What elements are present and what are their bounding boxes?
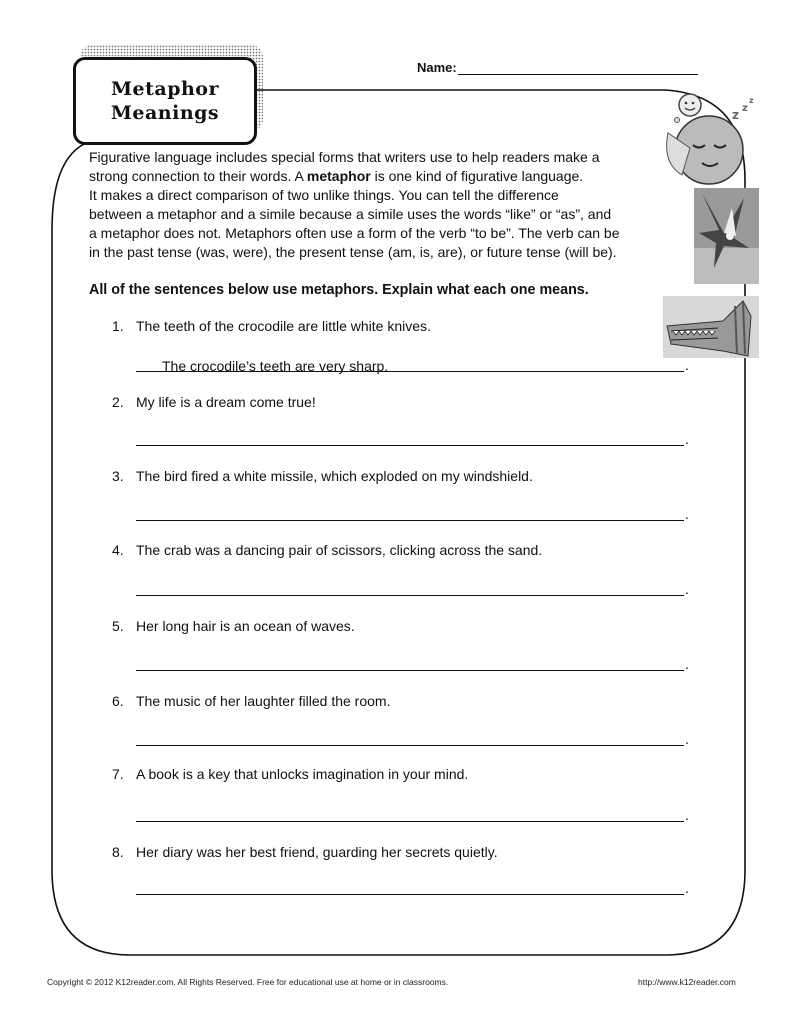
question-4 bbox=[112, 542, 542, 558]
intro-line: a metaphor does not. Metaphors often use a form of the verb “to be”. The verb can be bbox=[89, 225, 620, 241]
intro-line: in the past tense (was, were), the present tense (am, is, are), or future tense (will be). bbox=[89, 244, 617, 260]
answer-period: . bbox=[685, 357, 689, 373]
question-number: 7. bbox=[112, 766, 124, 782]
answer-period: . bbox=[685, 581, 689, 597]
question-text: The crab was a dancing pair of scissors, clicking across the sand. bbox=[136, 542, 543, 558]
question-3 bbox=[112, 468, 533, 484]
question-number: 5. bbox=[112, 618, 124, 634]
answer-line-3[interactable] bbox=[136, 504, 684, 521]
worksheet-title bbox=[73, 57, 257, 145]
answer-text: The crocodile’s teeth are very sharp. bbox=[162, 358, 389, 374]
title-line-2: Meanings bbox=[110, 102, 220, 124]
question-text: The bird fired a white missile, which exploded on my windshield. bbox=[136, 468, 533, 484]
question-1 bbox=[112, 318, 431, 334]
intro-line: Figurative language includes special forms that writers use to help readers make a bbox=[89, 149, 600, 165]
instructions: All of the sentences below use metaphors. Explain what each one means. bbox=[89, 282, 589, 298]
question-6 bbox=[112, 693, 390, 709]
question-number: 2. bbox=[112, 394, 124, 410]
answer-period: . bbox=[685, 656, 689, 672]
question-8 bbox=[112, 844, 498, 860]
metaphor-keyword: metaphor bbox=[306, 168, 371, 184]
intro-text: strong connection to their words. A bbox=[89, 168, 307, 184]
svg-text:z: z bbox=[732, 108, 739, 122]
answer-period: . bbox=[685, 807, 689, 823]
question-number: 1. bbox=[112, 318, 124, 334]
answer-period: . bbox=[685, 431, 689, 447]
answer-period: . bbox=[685, 506, 689, 522]
answer-period: . bbox=[685, 880, 689, 896]
question-text: Her diary was her best friend, guarding her secrets quietly. bbox=[136, 844, 498, 860]
question-number: 6. bbox=[112, 693, 124, 709]
copyright-text: Copyright © 2012 K12reader.com. All Rights Reserved. Free for educational use at home or in classrooms. bbox=[47, 977, 449, 987]
answer-line-7[interactable] bbox=[136, 805, 684, 822]
question-text: A book is a key that unlocks imagination in your mind. bbox=[136, 766, 469, 782]
name-field[interactable] bbox=[417, 60, 698, 75]
answer-line-2[interactable] bbox=[136, 429, 684, 446]
answer-line-6[interactable] bbox=[136, 729, 684, 746]
question-5 bbox=[112, 618, 355, 634]
question-text: My life is a dream come true! bbox=[136, 394, 316, 410]
svg-text:z: z bbox=[749, 96, 754, 105]
site-url: http://www.k12reader.com bbox=[638, 977, 736, 987]
intro-line: between a metaphor and a simile because a simile uses the words “like” or “as”, and bbox=[89, 206, 612, 222]
intro-paragraph bbox=[89, 148, 689, 262]
question-text: Her long hair is an ocean of waves. bbox=[136, 618, 355, 634]
question-number: 3. bbox=[112, 468, 124, 484]
name-label: Name: bbox=[417, 60, 457, 75]
answer-period: . bbox=[685, 731, 689, 747]
question-text: The music of her laughter filled the room. bbox=[136, 693, 391, 709]
eagle-photo-icon bbox=[694, 188, 759, 284]
crocodile-jaw-icon bbox=[663, 296, 759, 358]
intro-line bbox=[89, 167, 689, 186]
question-number: 4. bbox=[112, 542, 124, 558]
question-2 bbox=[112, 394, 316, 410]
title-line-1: Metaphor bbox=[111, 78, 219, 100]
question-number: 8. bbox=[112, 844, 124, 860]
name-line[interactable] bbox=[458, 61, 698, 75]
answer-line-1[interactable] bbox=[136, 355, 684, 372]
intro-text: is one kind of figurative language. bbox=[370, 168, 584, 184]
question-text: The teeth of the crocodile are little white knives. bbox=[136, 318, 431, 334]
svg-text:z: z bbox=[742, 103, 748, 114]
question-7 bbox=[112, 766, 468, 782]
answer-line-5[interactable] bbox=[136, 654, 684, 671]
answer-line-4[interactable] bbox=[136, 579, 684, 596]
intro-line: It makes a direct comparison of two unlike things. You can tell the difference bbox=[89, 187, 559, 203]
answer-line-8[interactable] bbox=[136, 878, 684, 895]
